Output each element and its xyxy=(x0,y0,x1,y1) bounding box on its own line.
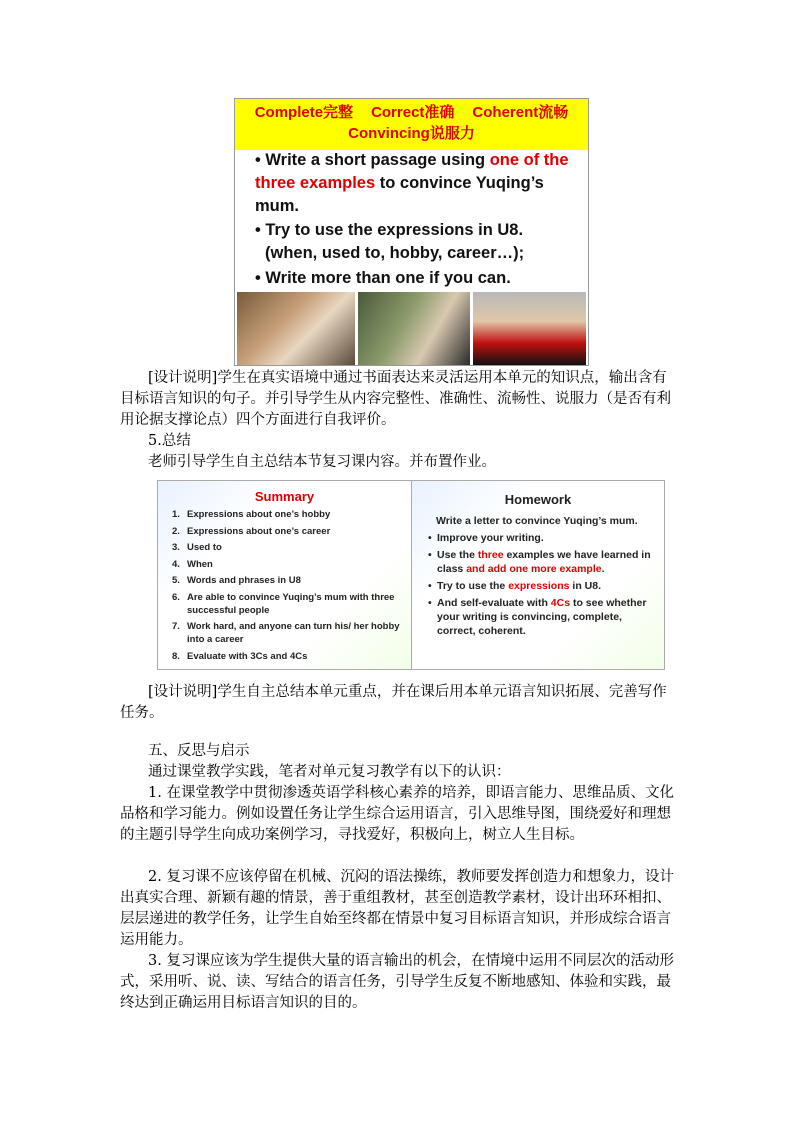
homework-item xyxy=(428,531,660,545)
summary-list xyxy=(172,508,402,666)
homework-item xyxy=(428,596,660,638)
bullet-expressions-list: (when, used to, hobby, career…); xyxy=(265,244,525,262)
bullet-dot: • xyxy=(428,532,432,544)
photo-woman-with-chimpanzee xyxy=(358,292,470,365)
homework-item-text: Improve your writing. xyxy=(437,532,544,544)
bullet1-red: one of the three examples xyxy=(255,151,569,192)
text-red: three xyxy=(477,549,504,561)
homework-item-text xyxy=(437,596,660,638)
header-complete: Complete完整 xyxy=(254,104,354,121)
slide-summary xyxy=(157,480,412,670)
item-num: 5. xyxy=(172,575,180,586)
text-part: examples we have learned in class xyxy=(437,549,651,575)
bullet1-post: to convince Yuqing’s mum. xyxy=(255,174,544,215)
text-red: and add one more example xyxy=(466,563,602,575)
text-part: to see whether your writing is convincing, complete, correct, coherent. xyxy=(437,597,647,637)
item-text: Used to xyxy=(187,542,222,553)
item-text: When xyxy=(187,558,213,570)
bullet-use-expressions xyxy=(255,219,585,242)
text-red: expressions xyxy=(508,580,570,592)
section-5-heading: 5.总结 xyxy=(148,433,191,449)
section-heading-reflection: 五、反思与启示 xyxy=(148,743,250,759)
homework-body xyxy=(428,514,660,641)
homework-lead: Write a letter to convince Yuqing’s mum. xyxy=(436,515,638,527)
item-num: 1. xyxy=(172,509,180,520)
text-part: Try to use the xyxy=(437,580,509,592)
bullet-dot: • xyxy=(255,151,261,169)
homework-item-text xyxy=(437,548,660,576)
bullet2-text: Try to use the expressions in U8. xyxy=(265,221,524,239)
homework-item xyxy=(428,579,660,593)
item-text: Evaluate with 3Cs and 4Cs xyxy=(187,650,308,662)
bullet-dot: • xyxy=(428,580,432,592)
item-text: Expressions about one’s career xyxy=(187,525,331,537)
design-note-1: [设计说明]学生在真实语境中通过书面表达来灵活运用本单元的知识点，输出含有目标语言知识的句子。并引导学生从内容完整性、准确性、流畅性、说服力（是否有利用论据支撑论点）四个方面进行自我评价。 xyxy=(120,370,671,428)
reflection-intro: 通过课堂教学实践，笔者对单元复习教学有以下的认识： xyxy=(148,764,511,780)
bullet-write-passage xyxy=(255,149,575,218)
bullet1-pre: Write a short passage using xyxy=(265,151,490,169)
list-item xyxy=(172,650,402,663)
item-num: 4. xyxy=(172,558,180,570)
homework-item xyxy=(428,548,660,576)
homework-title: Homework xyxy=(504,492,572,507)
list-item xyxy=(172,541,402,554)
header-correct: Correct准确 xyxy=(371,104,455,121)
reflection-point-2: 2. 复习课不应该停留在机械、沉闷的语法操练，教师要发挥创造力和想象力，设计出真实合理、新颖有趣的情景，善于重组教材，甚至创造教学素材，设计出环环相扣、层层递进的教学任务，让学生自始至终都在情景中复习目标语言知识，并形成综合语言运用能力。 xyxy=(120,869,674,948)
text-part: in U8. xyxy=(569,580,601,592)
photo-elderly-man xyxy=(237,292,355,365)
item-text: Expressions about one’s hobby xyxy=(187,509,331,520)
list-item xyxy=(172,620,402,646)
list-item xyxy=(172,525,402,538)
item-text: Words and phrases in U8 xyxy=(187,575,301,586)
bullet-dot: • xyxy=(428,597,432,609)
bullet-write-more xyxy=(255,267,585,290)
list-item xyxy=(172,591,402,617)
header-convincing: Convincing说服力 xyxy=(348,125,475,142)
item-num: 3. xyxy=(172,542,180,553)
list-item xyxy=(172,508,402,521)
text-red: 4Cs xyxy=(550,597,571,609)
item-num: 6. xyxy=(172,591,180,603)
slide-homework xyxy=(411,480,665,670)
bullet-dot: • xyxy=(255,269,261,287)
bullet-dot: • xyxy=(428,549,432,561)
item-text: Are able to convince Yuqing’s mum with three successful people xyxy=(187,591,395,616)
bullet3-text: Write more than one if you can. xyxy=(265,269,511,287)
item-num: 8. xyxy=(172,650,180,662)
slide-writing-task xyxy=(234,98,589,366)
slide-header xyxy=(235,99,588,150)
item-text: Work hard, and anyone can turn his/ her hobby into a career xyxy=(187,621,400,645)
item-num: 7. xyxy=(172,621,180,632)
summary-paragraph: 老师引导学生自主总结本节复习课内容。并布置作业。 xyxy=(148,454,496,470)
homework-item-text xyxy=(437,579,601,593)
reflection-point-3: 3. 复习课应该为学生提供大量的语言输出的机会，在情境中运用不同层次的活动形式，采用听、说、读、写结合的语言任务，引导学生反复不断地感知、体验和实践，最终达到正确运用目标语言知识的目的。 xyxy=(120,953,674,1011)
list-item xyxy=(172,574,402,587)
summary-title: Summary xyxy=(254,489,315,504)
list-item xyxy=(172,558,402,571)
design-note-2: [设计说明]学生自主总结本单元重点，并在课后用本单元语言知识拓展、完善写作任务。 xyxy=(120,684,667,721)
bullet-dot: • xyxy=(255,221,261,239)
reflection-point-1: 1. 在课堂教学中贯彻渗透英语学科核心素养的培养，即语言能力、思维品质、文化品格和学习能力。例如设置任务让学生综合运用语言，引入思维导图，围绕爱好和理想的主题引导学生向成功案例学习，寻找爱好，积极向上，树立人生目标。 xyxy=(120,785,674,843)
header-coherent: Coherent流畅 xyxy=(472,104,569,121)
photo-man-portrait xyxy=(473,292,586,365)
text-part: . xyxy=(601,563,605,575)
text-part: Use the xyxy=(437,549,478,561)
text-part: And self-evaluate with xyxy=(437,597,551,609)
item-num: 2. xyxy=(172,525,180,537)
